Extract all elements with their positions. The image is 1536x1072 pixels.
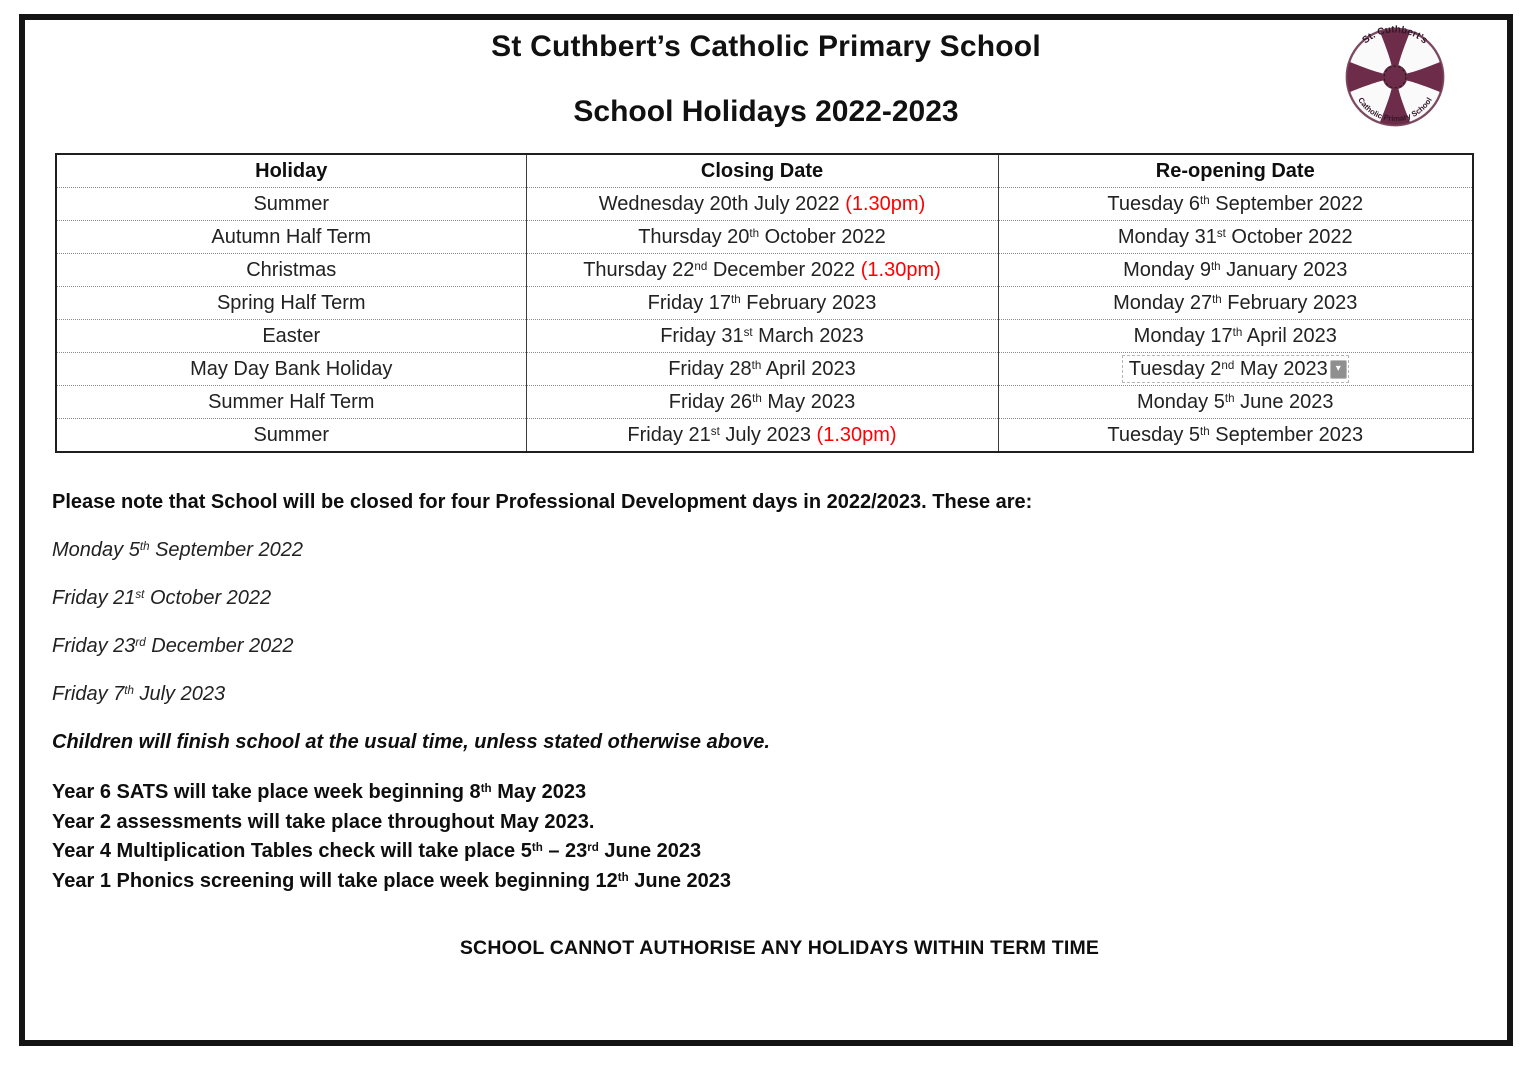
text-segment: December 2022 [707, 258, 856, 281]
footer-warning: SCHOOL CANNOT AUTHORISE ANY HOLIDAYS WITHIN TERM TIME [459, 937, 1100, 959]
text-segment: Thursday 20 [638, 225, 750, 248]
text-segment: Wednesday 20th July 2022 [598, 192, 840, 215]
table-row [56, 221, 1473, 254]
table-row [56, 320, 1473, 353]
ordinal-suffix: st [743, 325, 753, 339]
ordinal-suffix: th [1232, 325, 1243, 339]
reopening-date-cell [998, 353, 1473, 386]
reopening-date-cell [998, 287, 1473, 320]
holidays-table-body [56, 188, 1473, 453]
table-header-row [56, 154, 1473, 188]
text-segment: February 2023 [740, 291, 877, 314]
holiday-name-cell: Summer [56, 419, 526, 453]
closing-date-cell [526, 188, 998, 221]
closing-date-cell [526, 287, 998, 320]
ordinal-suffix: st [710, 424, 720, 438]
text-segment: Year 2 assessments will take place throughout May 2023. [52, 810, 595, 833]
reopening-date-cell [998, 188, 1473, 221]
holiday-name-cell: Summer [56, 188, 526, 221]
text-segment: December 2022 [145, 635, 294, 657]
text-segment: Monday 27 [1113, 291, 1213, 314]
ordinal-suffix: rd [135, 636, 146, 650]
holiday-name-cell: Spring Half Term [56, 287, 526, 320]
school-crest-icon [1343, 25, 1447, 129]
text-segment: June 2023 [628, 869, 732, 892]
ordinal-suffix: th [731, 292, 741, 306]
text-segment: September 2023 [1209, 423, 1364, 446]
assessment-line [52, 778, 1507, 808]
reopening-date-cell [998, 386, 1473, 419]
text-segment: Year 1 Phonics screening will take place week beginning 12 [52, 869, 618, 892]
holidays-table [55, 153, 1474, 453]
school-logo [1343, 25, 1447, 129]
text-segment: April 2023 [761, 357, 856, 380]
text-segment: July 2023 [133, 683, 226, 705]
closing-date-cell [526, 254, 998, 287]
pd-day [52, 539, 1507, 561]
page-subtitle: School Holidays 2022-2023 [573, 95, 959, 128]
text-segment: May 2023 [491, 781, 587, 803]
text-segment: June 2023 [598, 840, 702, 862]
text-segment: Tuesday 2 [1128, 358, 1222, 380]
ordinal-suffix: th [617, 870, 629, 884]
text-segment: Friday 26 [668, 390, 753, 413]
holiday-name-cell: Summer Half Term [56, 386, 526, 419]
table-row [56, 287, 1473, 320]
column-header: Holiday [56, 154, 526, 188]
table-row [56, 254, 1473, 287]
ordinal-suffix: st [1216, 226, 1226, 240]
logo-arc-top-text: St. Cuthbert’s [1360, 25, 1430, 47]
text-segment: Friday 31 [660, 324, 744, 347]
text-segment: Friday 21 [627, 423, 711, 446]
text-segment: March 2023 [752, 324, 864, 347]
early-close-time: (1.30pm) [810, 423, 897, 446]
ordinal-suffix: th [1210, 259, 1221, 273]
text-segment: Friday 23 [52, 635, 136, 657]
reopening-date-cell [998, 419, 1473, 453]
ordinal-suffix: th [752, 391, 762, 405]
assessment-line [52, 867, 1507, 897]
text-segment: April 2023 [1242, 324, 1337, 347]
pd-days-intro: Please note that School will be closed for four Professional Development days in 2022/2023. These are: [52, 491, 1033, 513]
text-segment: February 2023 [1221, 291, 1358, 314]
text-segment: Thursday 22 [583, 258, 695, 281]
text-segment: Monday 31 [1117, 225, 1217, 248]
text-segment: Monday 17 [1133, 324, 1233, 347]
pd-day [52, 587, 1507, 609]
text-segment: Monday 9 [1123, 258, 1211, 281]
ordinal-suffix: nd [694, 259, 708, 273]
closing-date-cell [526, 419, 998, 453]
ordinal-suffix: th [1200, 193, 1210, 207]
assessments-list [52, 778, 1507, 896]
text-segment: Friday 7 [52, 683, 125, 705]
text-segment: Year 4 Multiplication Tables check will take place 5 [52, 840, 532, 862]
finish-time-note: Children will finish school at the usual time, unless stated otherwise above. [52, 731, 770, 753]
text-segment: May 2023 [1234, 358, 1328, 380]
ordinal-suffix: th [1212, 292, 1222, 306]
column-header: Closing Date [526, 154, 998, 188]
early-close-time: (1.30pm) [855, 258, 941, 281]
text-segment: September 2022 [1209, 192, 1364, 215]
reopening-date-cell [998, 254, 1473, 287]
text-segment: Year 6 SATS will take place week beginning 8 [52, 781, 481, 803]
pd-days-list [52, 539, 1507, 705]
table-row [56, 419, 1473, 453]
column-header: Re-opening Date [998, 154, 1473, 188]
text-segment: – 23 [542, 840, 588, 862]
logo-arc-bottom-text: Catholic Primary School [1356, 95, 1434, 124]
closing-date-cell [526, 320, 998, 353]
text-segment: October 2022 [1225, 225, 1353, 248]
text-segment: May 2023 [761, 390, 856, 413]
pd-day [52, 635, 1507, 657]
text-segment: Friday 17 [647, 291, 732, 314]
text-segment: Tuesday 6 [1107, 192, 1201, 215]
text-segment: June 2023 [1234, 390, 1334, 413]
closing-date-cell [526, 221, 998, 254]
pd-day [52, 683, 1507, 705]
text-segment: Friday 21 [52, 587, 136, 609]
text-segment: Monday 5 [1137, 390, 1225, 413]
date-picker-dropdown-icon[interactable]: ▾ [1330, 360, 1347, 379]
ordinal-suffix: th [139, 540, 150, 554]
table-row [56, 188, 1473, 221]
ordinal-suffix: th [480, 782, 492, 796]
assessment-line [52, 837, 1507, 867]
assessment-line [52, 808, 1507, 838]
holiday-name-cell: Easter [56, 320, 526, 353]
text-segment: September 2022 [149, 539, 303, 561]
notes-section [52, 491, 1507, 959]
text-segment: October 2022 [759, 225, 886, 248]
ordinal-suffix: th [1224, 391, 1235, 405]
ordinal-suffix: th [124, 684, 134, 698]
text-segment: Monday 5 [52, 539, 140, 561]
text-segment: Tuesday 5 [1107, 423, 1201, 446]
table-row [56, 353, 1473, 386]
closing-date-cell [526, 353, 998, 386]
ordinal-suffix: nd [1221, 359, 1235, 373]
closing-date-cell [526, 386, 998, 419]
ordinal-suffix: st [135, 588, 145, 602]
ordinal-suffix: th [1200, 424, 1210, 438]
reopening-date-cell [998, 221, 1473, 254]
ordinal-suffix: th [751, 358, 762, 372]
text-segment: Friday 28 [668, 357, 752, 380]
ordinal-suffix: th [749, 226, 760, 240]
holiday-name-cell: Christmas [56, 254, 526, 287]
page-title: St Cuthbert’s Catholic Primary School [491, 30, 1041, 63]
ordinal-suffix: th [531, 841, 543, 855]
holiday-name-cell: May Day Bank Holiday [56, 353, 526, 386]
early-close-time: (1.30pm) [839, 192, 926, 215]
text-segment: July 2023 [719, 423, 811, 446]
text-segment: January 2023 [1220, 258, 1348, 281]
ordinal-suffix: rd [587, 841, 599, 855]
reopening-date-cell [998, 320, 1473, 353]
date-picker-control[interactable] [1122, 355, 1349, 383]
document-page [19, 14, 1513, 1046]
text-segment: October 2022 [144, 587, 272, 609]
holiday-name-cell: Autumn Half Term [56, 221, 526, 254]
table-row [56, 386, 1473, 419]
